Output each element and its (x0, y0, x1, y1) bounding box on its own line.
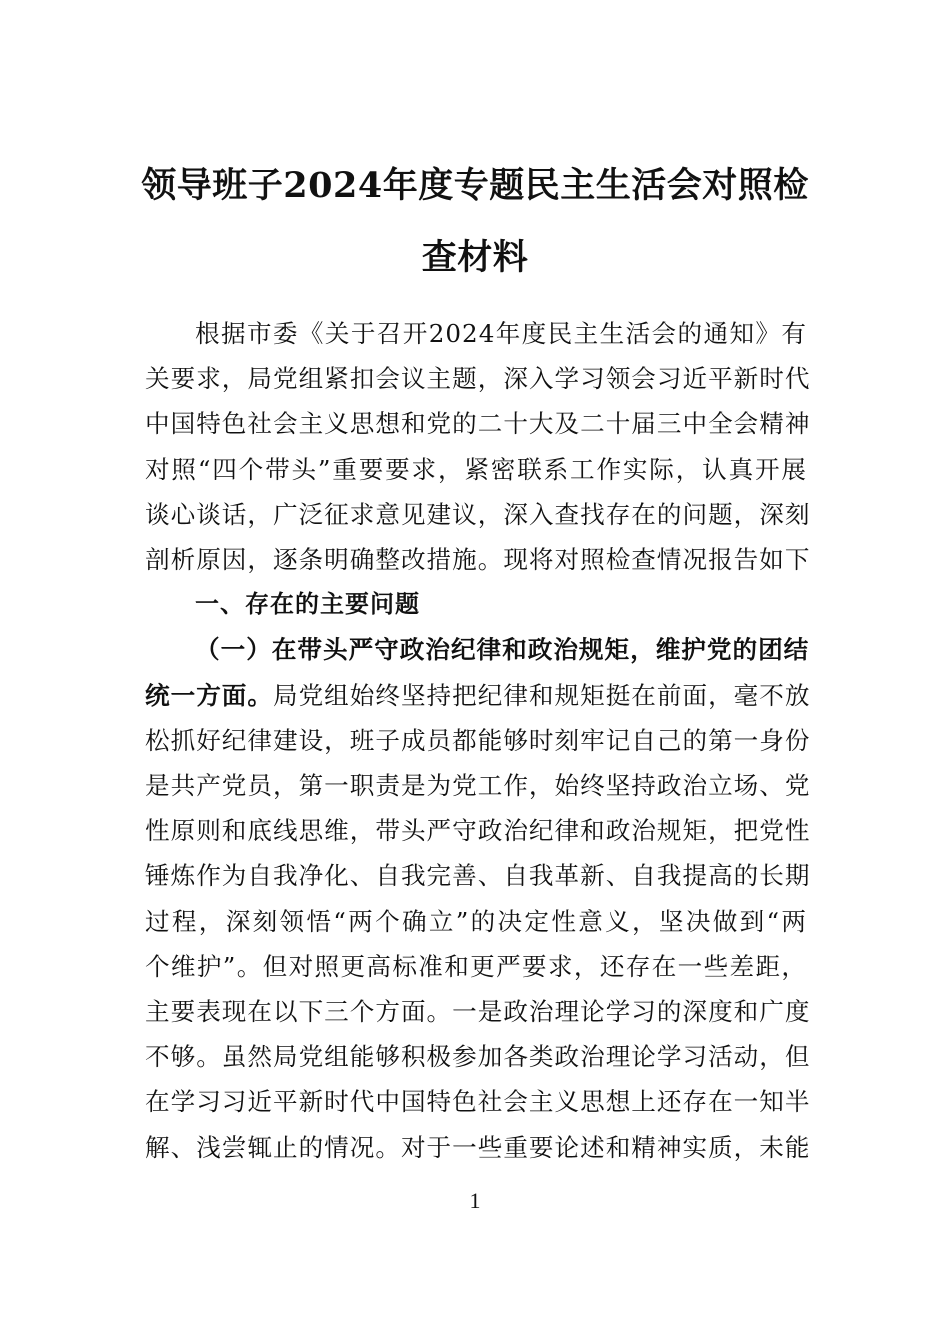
subsection-line-2: 松抓好纪律建设，班子成员都能够时刻牢记自己的第一身份 (145, 725, 811, 755)
intro-line-3: 中国特色社会主义思想和党的二十大及二十届三中全会精神 (145, 409, 811, 439)
subsection-heading-1-end: 统一方面。 (145, 680, 273, 710)
title-line-1: 领导班子2024年度专题民主生活会对照检 (141, 165, 809, 206)
subsection-line-1 (145, 673, 811, 718)
intro-line-2: 关要求，局党组紧扣会议主题，深入学习领会习近平新时代 (145, 364, 811, 394)
subsection-line-5: 锤炼作为自我净化、自我完善、自我革新、自我提高的长期 (145, 861, 811, 891)
title-line-2: 查材料 (421, 237, 529, 278)
subsection-line-9: 不够。虽然局党组能够积极参加各类政治理论学习活动，但 (145, 1042, 811, 1072)
subsection-line-8: 主要表现在以下三个方面。一是政治理论学习的深度和广度 (145, 997, 811, 1027)
subsection-line-11: 解、浅尝辄止的情况。对于一些重要论述和精神实质，未能 (145, 1132, 811, 1162)
subsection-line-6: 过程，深刻领悟“两个确立”的决定性意义，坚决做到“两 (145, 906, 807, 936)
subsection-heading-1: （一）在带头严守政治纪律和政治规矩，维护党的团结 (195, 635, 810, 665)
subsection-line-4: 性原则和底线思维，带头严守政治纪律和政治规矩，把党性 (145, 816, 811, 846)
document-body (145, 311, 811, 1170)
subsection-line-10: 在学习习近平新时代中国特色社会主义思想上还存在一知半 (145, 1087, 811, 1117)
subsection-line-1-text: 局党组始终坚持把纪律和规矩挺在前面，毫不放 (272, 680, 811, 710)
intro-line-4: 对照“四个带头”重要要求，紧密联系工作实际，认真开展 (145, 454, 807, 484)
section-heading-1: 一、存在的主要问题 (195, 590, 420, 619)
subsection-line-3: 是共产党员，第一职责是为党工作，始终坚持政治立场、党 (145, 771, 811, 801)
document-title (120, 150, 830, 294)
subsection-line-7: 个维护”。但对照更高标准和更严要求，还存在一些差距， (145, 951, 807, 981)
page-number: 1 (469, 1188, 481, 1213)
intro-line-1: 根据市委《关于召开2024年度民主生活会的通知》有 (195, 319, 807, 348)
intro-line-5: 谈心谈话，广泛征求意见建议，深入查找存在的问题，深刻 (145, 499, 811, 529)
intro-line-6: 剖析原因，逐条明确整改措施。现将对照检查情况报告如下 (145, 545, 811, 575)
